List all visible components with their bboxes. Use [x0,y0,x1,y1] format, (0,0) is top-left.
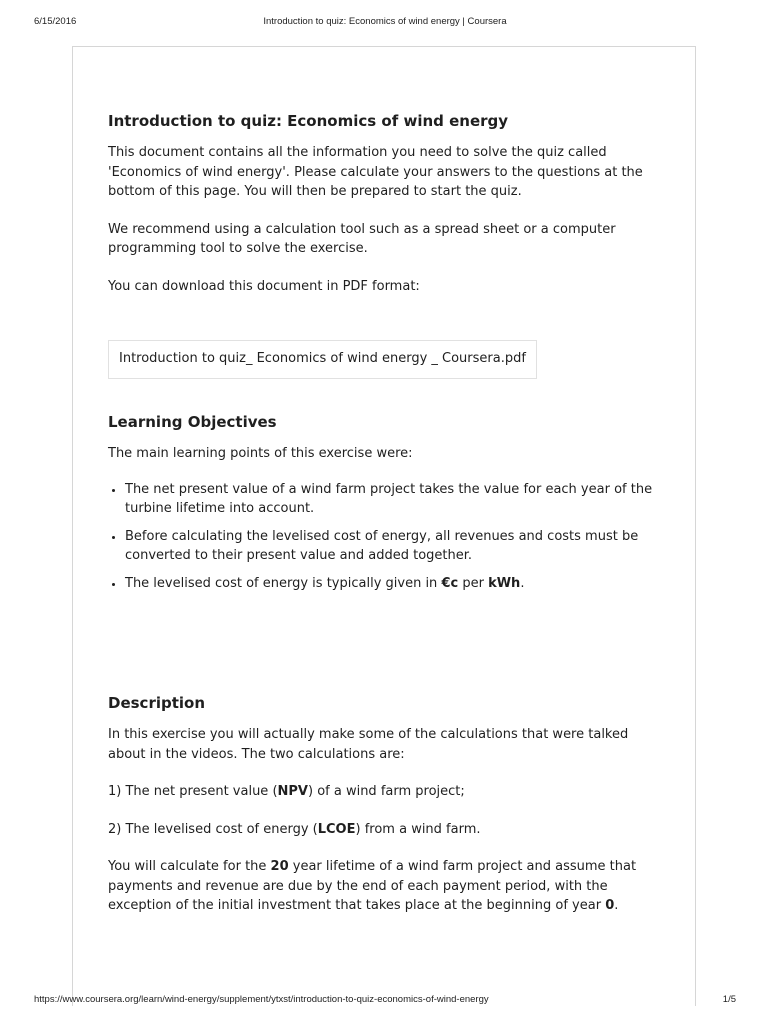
intro-heading: Introduction to quiz: Economics of wind energy [108,112,509,130]
document-card [72,46,696,1006]
calc-text: ) of a wind farm project; [307,784,465,799]
objectives-lead: The main learning points of this exercise were: [108,446,413,461]
initial-year: 0 [605,898,615,913]
calc-text: 2) The levelised cost of energy ( [108,821,318,837]
objectives-list [108,480,668,594]
intro-paragraph-3: You can download this document in PDF format: [108,278,420,294]
print-page-number: 1/5 [722,994,736,1005]
npv-term: NPV [277,784,308,799]
intro-paragraph-1: This document contains all the information you need to solve the quiz called 'Economics of wind energy'. Please calculate your answers to the questions at the bottom of this page. You will then be prepared to start the quiz. [108,145,643,199]
lifetime-years: 20 [270,859,289,874]
lcoe-term: LCOE [317,821,356,837]
calc-text: ) from a wind farm. [355,821,481,837]
desc-text: . [614,898,619,913]
objective-item: • Before calculating the levelised cost of energy, all revenues and costs must be converted to their present value and added together. [125,527,668,566]
description-heading: Description [108,694,206,712]
objective-item: • The net present value of a wind farm project takes the value for each year of the turbine lifetime into account. [125,480,668,519]
calculation-lcoe [108,820,668,840]
intro-paragraph-2: We recommend using a calculation tool such as a spread sheet or a computer programming tool to solve the exercise. [108,221,616,256]
objective-text: The levelised cost of energy is typically given in [125,575,442,591]
print-page-title: Introduction to quiz: Economics of wind energy | Coursera [263,16,507,27]
description-paragraph-4 [108,857,668,916]
desc-text: year lifetime of a wind farm project and assume that payments and revenue are due by the end of each payment period, with the exception of the initial investment that takes place at the beginning of year [108,859,637,913]
calc-text: 1) The net present value ( [108,784,278,799]
description-paragraph-1: In this exercise you will actually make some of the calculations that were talked about in the videos. The two calculations are: [108,727,629,762]
print-url: https://www.coursera.org/learn/wind-energy/supplement/ytxst/introduction-to-quiz-economics-of-wind-energy [34,994,489,1005]
unit-kwh: kWh [488,575,521,591]
document-content [108,111,668,916]
pdf-attachment-link[interactable]: Introduction to quiz_ Economics of wind energy _ Coursera.pdf [108,340,537,379]
objective-text: per [458,575,489,591]
print-footer [34,994,736,1008]
calculation-npv [108,782,668,802]
print-date: 6/15/2016 [34,16,77,27]
objective-item [125,574,668,594]
objective-text: . [520,575,525,591]
desc-text: You will calculate for the [108,859,271,874]
unit-euro-cent: €c [441,575,459,591]
objectives-heading: Learning Objectives [108,413,277,431]
print-header [34,16,736,30]
